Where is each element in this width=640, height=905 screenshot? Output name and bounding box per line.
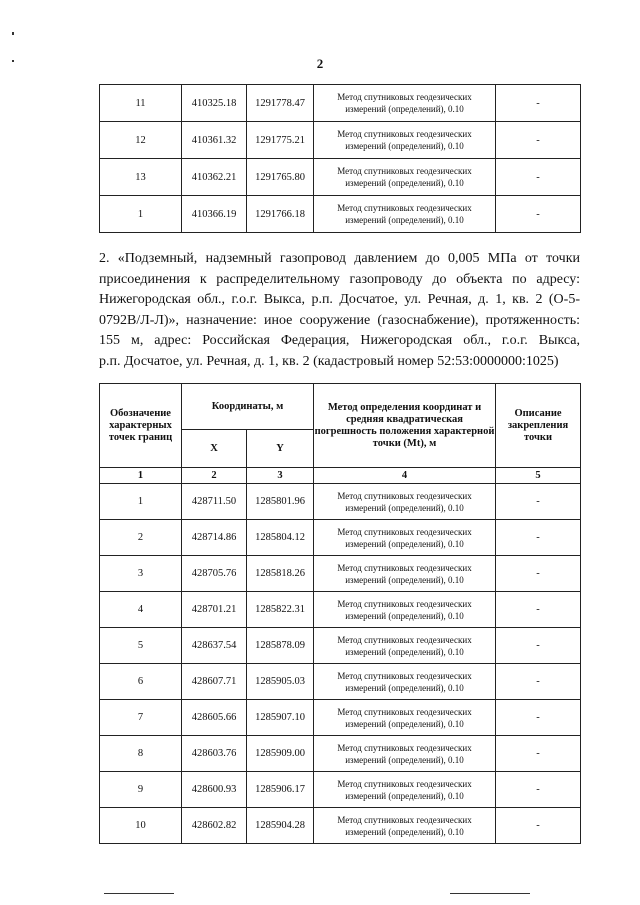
point-cell: 1: [100, 196, 182, 233]
description-cell: -: [496, 700, 581, 736]
y-coordinate-cell: 1285905.03: [247, 664, 314, 700]
coordinates-table-continued: [99, 84, 581, 233]
table2-body: [100, 484, 581, 844]
header-coordinates: Координаты, м: [182, 384, 314, 430]
page-number: 2: [316, 56, 324, 71]
description-cell: -: [496, 484, 581, 520]
method-cell: Метод спутниковых геодезических измерений (определений), 0.10: [314, 628, 496, 664]
description-cell: -: [496, 808, 581, 844]
table-row: [100, 772, 581, 808]
table-row: [100, 628, 581, 664]
object-description: [99, 249, 580, 372]
x-coordinate-cell: 410362.21: [182, 159, 247, 196]
method-cell: Метод спутниковых геодезических измерений (определений), 0.10: [314, 808, 496, 844]
scan-mark-left-2: [12, 60, 14, 62]
y-coordinate-cell: 1285878.09: [247, 628, 314, 664]
table-row: [100, 556, 581, 592]
column-number-3: 3: [247, 468, 314, 484]
y-coordinate-cell: 1285907.10: [247, 700, 314, 736]
point-cell: 1: [100, 484, 182, 520]
table-row: [100, 664, 581, 700]
description-cell: -: [496, 628, 581, 664]
table-row: [100, 808, 581, 844]
method-cell: Метод спутниковых геодезических измерений (определений), 0.10: [314, 592, 496, 628]
header-point-designation: Обозначение характерных точек границ: [100, 384, 182, 468]
y-coordinate-cell: 1291766.18: [247, 196, 314, 233]
point-cell: 4: [100, 592, 182, 628]
description-cell: -: [496, 159, 581, 196]
y-coordinate-cell: 1291765.80: [247, 159, 314, 196]
point-cell: 7: [100, 700, 182, 736]
description-cell: -: [496, 664, 581, 700]
table-row: [100, 122, 581, 159]
y-coordinate-cell: 1285801.96: [247, 484, 314, 520]
object-description-last-line: р.п. Досчатое, ул. Речная, д. 1, кв. 2 (кадастровый номер 52:53:0000000:1025): [99, 353, 559, 369]
y-coordinate-cell: 1291778.47: [247, 85, 314, 122]
description-cell: -: [496, 122, 581, 159]
y-coordinate-cell: 1285822.31: [247, 592, 314, 628]
point-cell: 5: [100, 628, 182, 664]
object-description-text: 2. «Подземный, надземный газопровод давлением до 0,005 МПа от точки присоединения к распределительному газопроводу до объекта по адресу: Нижегородская обл., г.о.г. Выкса, р.п. Досчатое, ул. Речная, д. 1, кв. 2 (О-5-0792В/Л-Л)», назначение: иное сооружение (газоснабжение), протяженность: 155 м, адрес: Российская Федерация, Нижегородская обл., г.о.г. Выкса,: [99, 251, 580, 348]
x-coordinate-cell: 428705.76: [182, 556, 247, 592]
table-row: [100, 736, 581, 772]
description-cell: -: [496, 196, 581, 233]
y-coordinate-cell: 1285804.12: [247, 520, 314, 556]
header-description: Описание закрепления точки: [496, 384, 581, 468]
point-cell: 10: [100, 808, 182, 844]
y-coordinate-cell: 1285906.17: [247, 772, 314, 808]
x-coordinate-cell: 410361.32: [182, 122, 247, 159]
x-coordinate-cell: 410325.18: [182, 85, 247, 122]
description-cell: -: [496, 592, 581, 628]
scan-mark-bottom-right: [450, 893, 530, 894]
column-number-5: 5: [496, 468, 581, 484]
x-coordinate-cell: 428701.21: [182, 592, 247, 628]
description-cell: -: [496, 85, 581, 122]
description-cell: -: [496, 520, 581, 556]
table-row: [100, 700, 581, 736]
point-cell: 8: [100, 736, 182, 772]
method-cell: Метод спутниковых геодезических измерений (определений), 0.10: [314, 159, 496, 196]
description-cell: -: [496, 772, 581, 808]
y-coordinate-cell: 1285909.00: [247, 736, 314, 772]
point-cell: 3: [100, 556, 182, 592]
method-cell: Метод спутниковых геодезических измерений (определений), 0.10: [314, 700, 496, 736]
point-cell: 13: [100, 159, 182, 196]
point-cell: 11: [100, 85, 182, 122]
coordinates-table: [99, 383, 581, 844]
x-coordinate-cell: 428603.76: [182, 736, 247, 772]
x-coordinate-cell: 428607.71: [182, 664, 247, 700]
x-coordinate-cell: 428602.82: [182, 808, 247, 844]
table-row: [100, 196, 581, 233]
x-coordinate-cell: 428605.66: [182, 700, 247, 736]
x-coordinate-cell: 428714.86: [182, 520, 247, 556]
description-cell: -: [496, 736, 581, 772]
table-row: [100, 159, 581, 196]
x-coordinate-cell: 428637.54: [182, 628, 247, 664]
point-cell: 6: [100, 664, 182, 700]
table-row: [100, 592, 581, 628]
table-row: [100, 520, 581, 556]
y-coordinate-cell: 1291775.21: [247, 122, 314, 159]
method-cell: Метод спутниковых геодезических измерений (определений), 0.10: [314, 122, 496, 159]
method-cell: Метод спутниковых геодезических измерений (определений), 0.10: [314, 520, 496, 556]
scan-mark-bottom-left: [104, 893, 174, 894]
method-cell: Метод спутниковых геодезических измерений (определений), 0.10: [314, 196, 496, 233]
x-coordinate-cell: 428600.93: [182, 772, 247, 808]
point-cell: 9: [100, 772, 182, 808]
description-cell: -: [496, 556, 581, 592]
table-row: [100, 85, 581, 122]
x-coordinate-cell: 428711.50: [182, 484, 247, 520]
header-method: Метод определения координат и средняя квадратическая погрешность положения характерной точки (Mt), м: [314, 384, 496, 468]
scan-mark-left: [12, 32, 14, 35]
header-x: X: [182, 430, 247, 468]
x-coordinate-cell: 410366.19: [182, 196, 247, 233]
method-cell: Метод спутниковых геодезических измерений (определений), 0.10: [314, 556, 496, 592]
method-cell: Метод спутниковых геодезических измерений (определений), 0.10: [314, 484, 496, 520]
method-cell: Метод спутниковых геодезических измерений (определений), 0.10: [314, 85, 496, 122]
table1-body: [100, 85, 581, 233]
point-cell: 2: [100, 520, 182, 556]
table-row: [100, 484, 581, 520]
y-coordinate-cell: 1285818.26: [247, 556, 314, 592]
method-cell: Метод спутниковых геодезических измерений (определений), 0.10: [314, 664, 496, 700]
method-cell: Метод спутниковых геодезических измерений (определений), 0.10: [314, 772, 496, 808]
header-y: Y: [247, 430, 314, 468]
y-coordinate-cell: 1285904.28: [247, 808, 314, 844]
point-cell: 12: [100, 122, 182, 159]
column-number-4: 4: [314, 468, 496, 484]
column-number-1: 1: [100, 468, 182, 484]
column-number-2: 2: [182, 468, 247, 484]
method-cell: Метод спутниковых геодезических измерений (определений), 0.10: [314, 736, 496, 772]
